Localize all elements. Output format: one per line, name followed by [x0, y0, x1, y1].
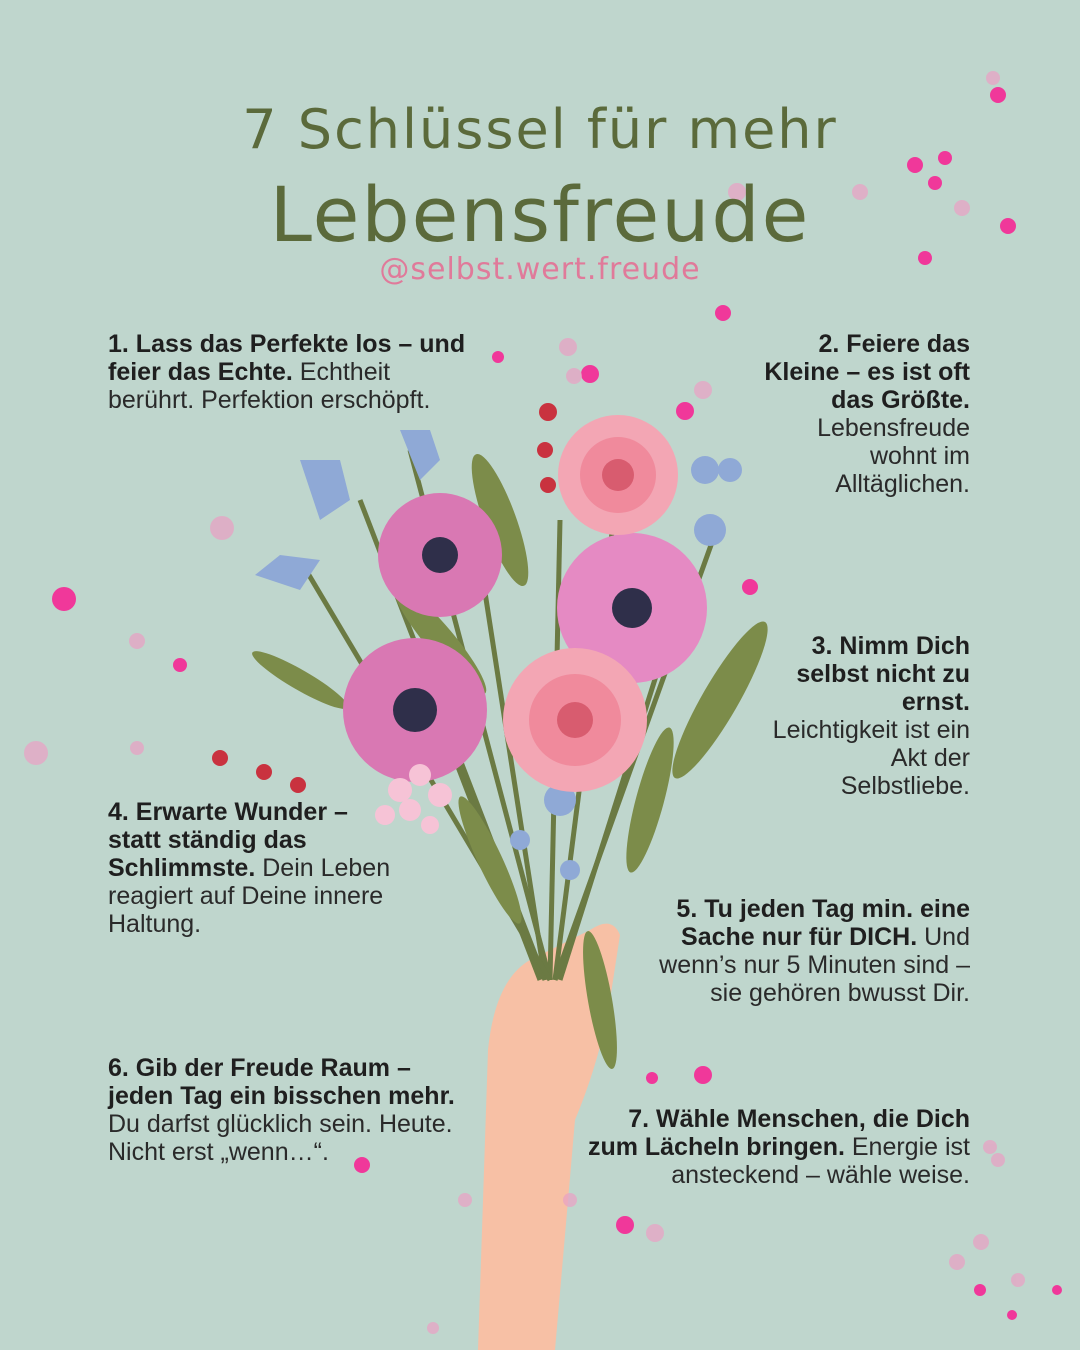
tip-3	[770, 632, 970, 800]
social-handle: @selbst.wert.freude	[379, 252, 701, 287]
tip-heading: 5. Tu jeden Tag min. eine Sache nur für DICH.	[676, 895, 970, 951]
tip-heading: 7. Wähle Menschen, die Dich zum Lächeln bringen.	[587, 1105, 970, 1161]
tip-2	[755, 330, 970, 498]
tip-heading: 3. Nimm Dich selbst nicht zu ernst.	[796, 632, 970, 716]
tip-5	[640, 895, 970, 1007]
tip-heading: 6. Gib der Freude Raum – jeden Tag ein bisschen mehr.	[108, 1054, 455, 1110]
tip-4	[108, 798, 398, 938]
tip-7	[585, 1105, 970, 1189]
title-line-2: Lebensfreude	[269, 170, 811, 259]
tip-body: Leichtigkeit ist ein Akt der Selbstliebe.	[772, 716, 970, 800]
tip-body: Dein Leben reagiert auf Deine innere Haltung.	[108, 854, 391, 938]
tip-heading: 4. Erwarte Wunder – statt ständig das Schlimmste.	[108, 798, 348, 882]
tip-body: Energie ist ansteckend – wähle weise.	[671, 1133, 970, 1189]
tip-body: Lebensfreude wohnt im Alltäglichen.	[817, 414, 970, 498]
tip-1	[108, 330, 468, 414]
tip-heading: 2. Feiere das Kleine – es ist oft das Größte.	[764, 330, 970, 414]
title-line-1: 7 Schlüssel für mehr	[242, 98, 838, 161]
tip-6	[108, 1054, 463, 1166]
tip-heading: 1. Lass das Perfekte los – und feier das Echte.	[108, 330, 466, 386]
tip-body: Echtheit berührt. Perfektion erschöpft.	[108, 358, 431, 414]
tip-body: Und wenn’s nur 5 Minuten sind – sie gehören bwusst Dir.	[659, 923, 970, 1007]
tip-body: Du darfst glücklich sein. Heute. Nicht erst „wenn…“.	[108, 1110, 453, 1166]
